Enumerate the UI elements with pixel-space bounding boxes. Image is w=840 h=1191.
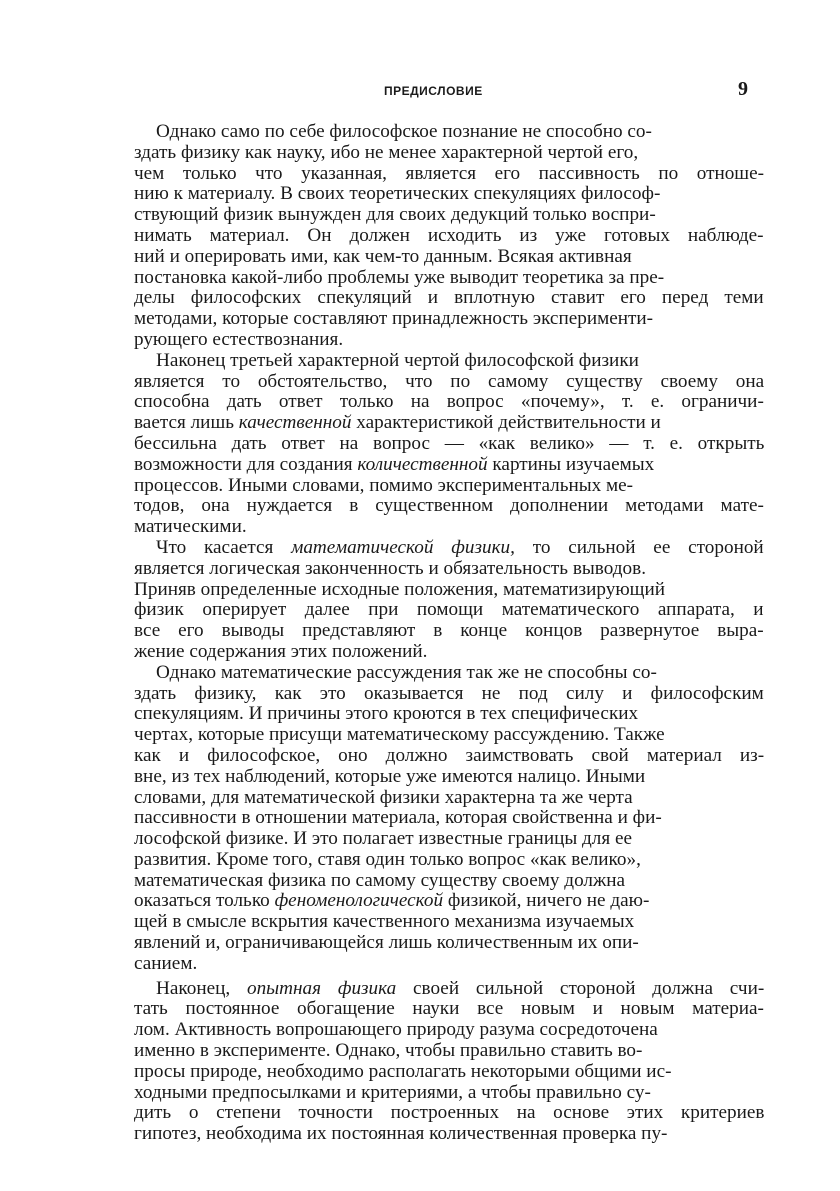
text-line: методами, которые составляют принадлежность эксперименти- [134, 309, 654, 330]
italic-term: качественной [238, 413, 352, 434]
text-line: здать физику как науку, ибо не менее характерной чертой его, [134, 142, 639, 163]
text-fragment: возможности для создания [134, 454, 358, 475]
text-line: лософской физике. И это полагает известные границы для ее [134, 829, 633, 850]
text-line: рующего естествознания. [134, 329, 344, 350]
text-line: способна дать ответ только на вопрос «почему», т. е. ограничи- [134, 392, 764, 413]
text-line [134, 979, 764, 1000]
italic-term: количественной [357, 454, 488, 475]
text-line: санием. [134, 953, 198, 974]
text-line: физик оперирует далее при помощи математического аппарата, и [134, 600, 764, 621]
text-line: матическими. [134, 517, 247, 538]
italic-term: математической физики, [291, 537, 515, 558]
text-line: тодов, она нуждается в существенном дополнении методами мате- [134, 496, 764, 517]
text-fragment: картины изучаемых [487, 454, 655, 475]
italic-term: опытная физика [246, 978, 397, 999]
running-head: ПРЕДИСЛОВИЕ [384, 84, 483, 98]
text-line [134, 538, 764, 559]
text-fragment: то сильной ее стороной [514, 537, 764, 558]
paragraph-4 [134, 663, 764, 975]
text-line: словами, для математической физики характерна та же черта [134, 787, 633, 808]
text-line: пассивности в отношении материала, которая свойственна и фи- [134, 808, 662, 829]
text-line: жение содержания этих положений. [134, 641, 428, 662]
text-line: вне, из тех наблюдений, которые уже имеются налицо. Иными [134, 766, 646, 787]
text-fragment: характеристикой действительности и [351, 413, 661, 434]
text-line: лом. Активность вопрошающего природу разума сосредоточена [134, 1020, 658, 1041]
text-line: явлений и, ограничивающейся лишь количественным их опи- [134, 933, 639, 954]
text-line: бессильна дать ответ на вопрос — «как велико» — т. е. открыть [134, 433, 764, 454]
text-line: как и философское, оно должно заимствовать свой материал из- [134, 745, 764, 766]
text-fragment: своей сильной стороной должна счи- [396, 978, 764, 999]
text-line: Наконец третьей характерной чертой философской физики [156, 350, 639, 371]
text-line: именно в эксперименте. Однако, чтобы правильно ставить во- [134, 1041, 643, 1062]
text-fragment: оказаться только [134, 891, 275, 912]
text-line [134, 891, 764, 912]
text-line: процессов. Иными словами, помимо экспериментальных ме- [134, 475, 634, 496]
text-line [134, 455, 764, 476]
text-line: нию к материалу. В своих теоретических спекуляциях философ- [134, 184, 661, 205]
paragraph-5 [134, 979, 764, 1145]
text-line: тать постоянное обогащение науки все новым и новым материа- [134, 999, 764, 1020]
text-line: Однако математические рассуждения так же не способны со- [156, 662, 657, 683]
text-fragment: Что касается [156, 537, 292, 558]
text-line: нимать материал. Он должен исходить из уже готовых наблюде- [134, 225, 764, 246]
text-line: ствующий физик вынужден для своих дедукций только воспри- [134, 205, 656, 226]
text-line: развития. Кроме того, ставя один только вопрос «как велико», [134, 849, 641, 870]
paragraph-1 [134, 122, 764, 351]
paragraph-2 [134, 351, 764, 538]
text-fragment: Наконец, [156, 978, 247, 999]
text-fragment: физикой, ничего не даю- [443, 891, 650, 912]
page-number: 9 [738, 78, 748, 100]
text-line: постановка какой-либо проблемы уже выводит теоретика за пре- [134, 267, 665, 288]
text-line: ний и оперировать ими, как чем-то данным. Всякая активная [134, 246, 632, 267]
paragraph-3 [134, 538, 764, 663]
text-line: щей в смысле вскрытия качественного механизма изучаемых [134, 912, 635, 933]
text-line: просы природе, необходимо располагать некоторыми общими ис- [134, 1061, 672, 1082]
text-line: является то обстоятельство, что по самому существу своему она [134, 371, 764, 392]
italic-term: феноменологической [274, 891, 444, 912]
text-line: математическая физика по самому существу своему должна [134, 870, 626, 891]
text-line: ходными предпосылками и критериями, а чтобы правильно су- [134, 1082, 651, 1103]
text-line: чем только что указанная, является его пассивность по отноше- [134, 163, 764, 184]
text-line: спекуляциям. И причины этого кроются в тех специфических [134, 704, 639, 725]
text-line: делы философских спекуляций и вплотную ставит его перед теми [134, 288, 764, 309]
text-line: Однако само по себе философское познание не способно со- [156, 122, 652, 142]
text-fragment: вается лишь [134, 413, 239, 434]
text-line [134, 413, 764, 434]
text-line: является логическая законченность и обязательность выводов. [134, 558, 646, 579]
text-line: чертах, которые присущи математическому рассуждению. Также [134, 725, 665, 746]
body-text [134, 122, 764, 1145]
text-line: дить о степени точности построенных на основе этих критериев [134, 1103, 764, 1124]
text-line: здать физику, как это оказывается не под силу и философским [134, 683, 764, 704]
text-line: Приняв определенные исходные положения, математизирующий [134, 579, 665, 600]
text-line: все его выводы представляют в конце концов развернутое выра- [134, 621, 764, 642]
text-line: гипотез, необходима их постоянная количественная проверка пу- [134, 1124, 668, 1145]
